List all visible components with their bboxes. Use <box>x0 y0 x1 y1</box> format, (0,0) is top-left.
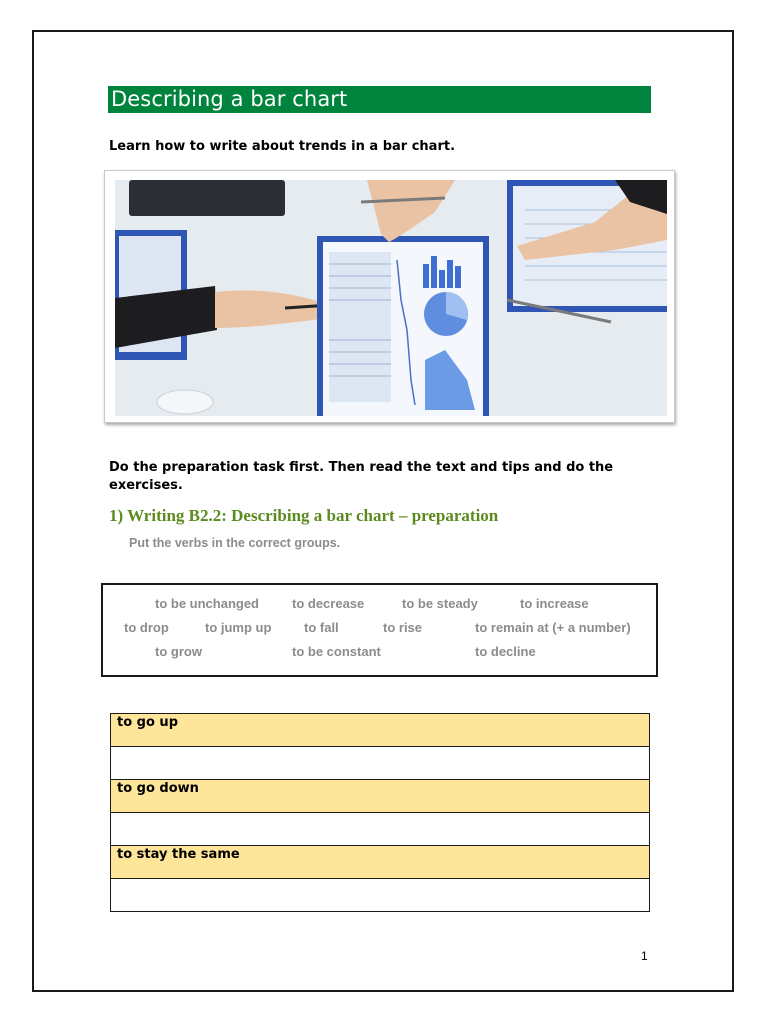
title-banner <box>108 86 651 113</box>
page-title: Describing a bar chart <box>111 87 348 111</box>
group-answer-go-down[interactable] <box>111 813 650 846</box>
verb-item[interactable]: to be steady <box>402 596 478 611</box>
verb-item[interactable]: to be unchanged <box>155 596 259 611</box>
group-header-go-down: to go down <box>111 780 650 813</box>
verb-item[interactable]: to jump up <box>205 620 272 635</box>
exercise-instruction: Put the verbs in the correct groups. <box>129 536 341 550</box>
section-heading: 1) Writing B2.2: Describing a bar chart – preparation <box>109 506 499 525</box>
group-header-stay-same: to stay the same <box>111 846 650 879</box>
verb-item[interactable]: to decline <box>475 644 536 659</box>
group-answer-go-up[interactable] <box>111 747 650 780</box>
meeting-photo <box>104 170 675 423</box>
verb-item[interactable]: to increase <box>520 596 589 611</box>
group-header-go-up: to go up <box>111 714 650 747</box>
intro-text: Learn how to write about trends in a bar chart. <box>109 139 456 154</box>
verb-bank <box>101 583 658 677</box>
verb-item[interactable]: to decrease <box>292 596 365 611</box>
group-answer-stay-same[interactable] <box>111 879 650 912</box>
verb-groups-table <box>110 713 650 912</box>
verb-item[interactable]: to rise <box>383 620 423 635</box>
verb-item[interactable]: to fall <box>304 620 339 635</box>
verb-item[interactable]: to remain at (+ a number) <box>475 620 631 635</box>
verb-item[interactable]: to grow <box>155 644 202 659</box>
page-number: 1 <box>641 949 648 963</box>
verb-item[interactable]: to drop <box>124 620 169 635</box>
verb-item[interactable]: to be constant <box>292 644 381 659</box>
preparation-note: Do the preparation task first. Then read the text and tips and do the exercises. <box>109 460 614 493</box>
